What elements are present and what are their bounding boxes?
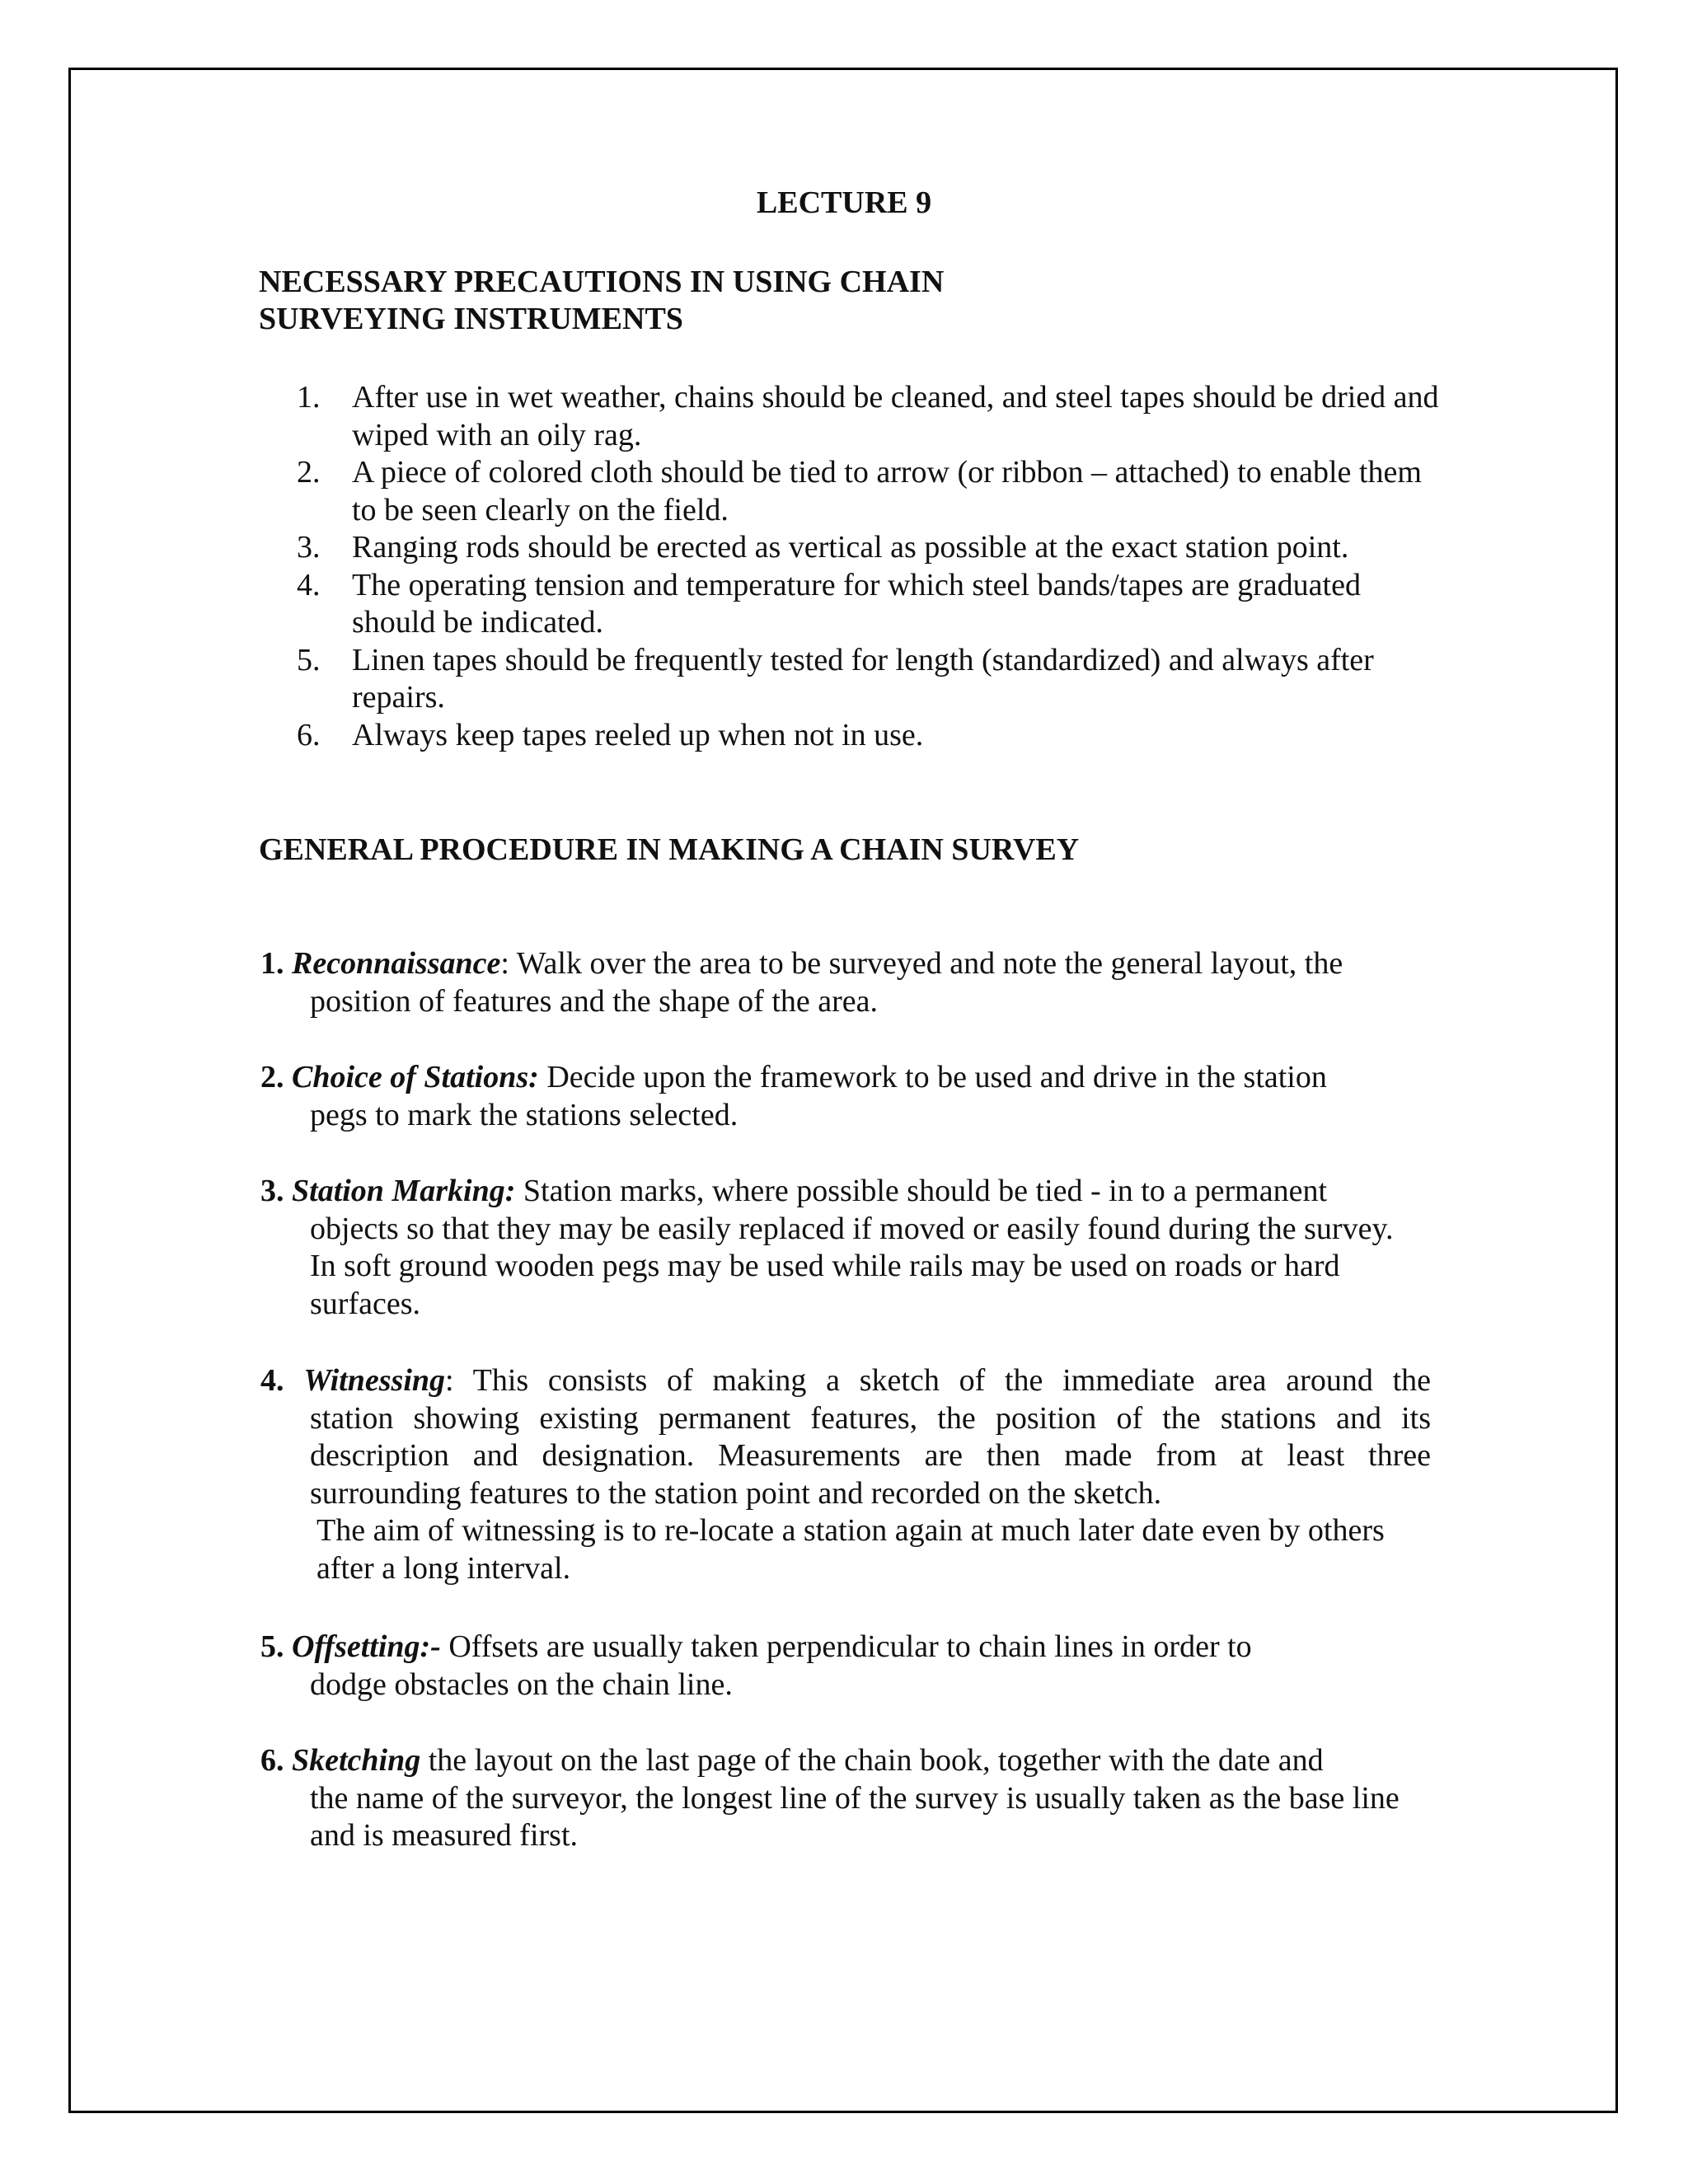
step-continuation: dodge obstacles on the chain line. [310, 1666, 733, 1702]
precaution-item [297, 529, 1451, 567]
step-text: : Walk over the area to be surveyed and note the general layout, the [500, 946, 1343, 981]
step-first-line [260, 945, 1439, 983]
precaution-item [297, 454, 1451, 529]
item-text: The operating tension and temperature for which steel bands/tapes are graduated should be indicated. [352, 567, 1361, 640]
item-number: 6. [297, 717, 321, 752]
step-aim-note: The aim of witnessing is to re-locate a station again at much later date even by others after a long interval. [316, 1513, 1385, 1586]
step-term: Choice of Stations: [292, 1060, 539, 1094]
item-text: Linen tapes should be frequently tested for length (standardized) and always after repairs. [352, 642, 1374, 715]
step-term: Witnessing [303, 1363, 446, 1398]
step-text: the layout on the last page of the chain book, together with the date and [420, 1743, 1324, 1778]
step-first-line [260, 1362, 1431, 1400]
step-number: 4. [260, 1363, 284, 1398]
item-number: 5. [297, 642, 321, 677]
item-number: 1. [297, 380, 321, 415]
step-continuation: position of features and the shape of the area. [310, 983, 879, 1019]
precaution-item [297, 717, 1451, 755]
step-term: Reconnaissance [292, 946, 501, 981]
step-first-line [260, 1629, 1439, 1666]
step-number: 2. [260, 1060, 284, 1094]
step-continuation: pegs to mark the stations selected. [310, 1097, 738, 1132]
step-continuation: objects so that they may be easily replaced if moved or easily found during the survey. In soft ground wooden pegs may be used while rails may be used on roads or hard surfaces. [310, 1211, 1394, 1321]
item-number: 2. [297, 455, 321, 490]
step-text: Offsets are usually taken perpendicular to chain lines in order to [440, 1629, 1252, 1664]
item-text: After use in wet weather, chains should be cleaned, and steel tapes should be dried and wiped with an oily rag. [352, 380, 1439, 452]
step-number: 3. [260, 1174, 284, 1208]
item-text: Always keep tapes reeled up when not in use. [352, 717, 924, 752]
step-first-line [260, 1059, 1439, 1097]
step-first-line [260, 1742, 1414, 1780]
step-line: station showing existing permanent features, the position of the stations and its [310, 1400, 1431, 1436]
precaution-item [297, 379, 1451, 454]
precautions-list [297, 379, 1451, 754]
procedure-step-offsetting [260, 1629, 1439, 1704]
procedure-step-reconnaissance [260, 945, 1439, 1020]
item-number: 4. [297, 567, 321, 602]
heading-procedure: GENERAL PROCEDURE IN MAKING A CHAIN SURVEY [259, 832, 1080, 867]
step-number: 6. [260, 1743, 284, 1778]
step-term: Offsetting:- [292, 1629, 441, 1664]
step-number: 1. [260, 946, 284, 981]
step-continuation [260, 1400, 1431, 1513]
lecture-title: LECTURE 9 [756, 185, 932, 220]
heading-precautions: NECESSARY PRECAUTIONS IN USING CHAIN SURVEYING INSTRUMENTS [259, 265, 945, 336]
step-first-line [260, 1173, 1423, 1211]
item-number: 3. [297, 530, 321, 565]
item-text: Ranging rods should be erected as vertical as possible at the exact station point. [352, 530, 1349, 565]
precaution-item [297, 567, 1451, 642]
step-text: Decide upon the framework to be used and drive in the station [538, 1060, 1327, 1094]
step-term: Sketching [292, 1743, 421, 1778]
step-line: surrounding features to the station point and recorded on the sketch. [310, 1475, 1162, 1511]
item-text: A piece of colored cloth should be tied to arrow (or ribbon – attached) to enable them to be seen clearly on the field. [352, 455, 1422, 527]
step-line: description and designation. Measurements are then made from at least three [310, 1438, 1431, 1473]
step-number: 5. [260, 1629, 284, 1664]
procedure-step-witnessing [260, 1362, 1431, 1587]
procedure-step-sketching [260, 1742, 1414, 1855]
step-text: Station marks, where possible should be tied - in to a permanent [515, 1174, 1327, 1208]
procedure-step-choice-of-stations [260, 1059, 1439, 1134]
step-text: : This consists of making a sketch of the immediate area around the [445, 1363, 1431, 1398]
step-continuation: the name of the surveyor, the longest line of the survey is usually taken as the base line and is measured first. [310, 1780, 1400, 1853]
step-term: Station Marking: [292, 1174, 516, 1208]
precaution-item [297, 642, 1451, 717]
procedure-step-station-marking [260, 1173, 1423, 1323]
